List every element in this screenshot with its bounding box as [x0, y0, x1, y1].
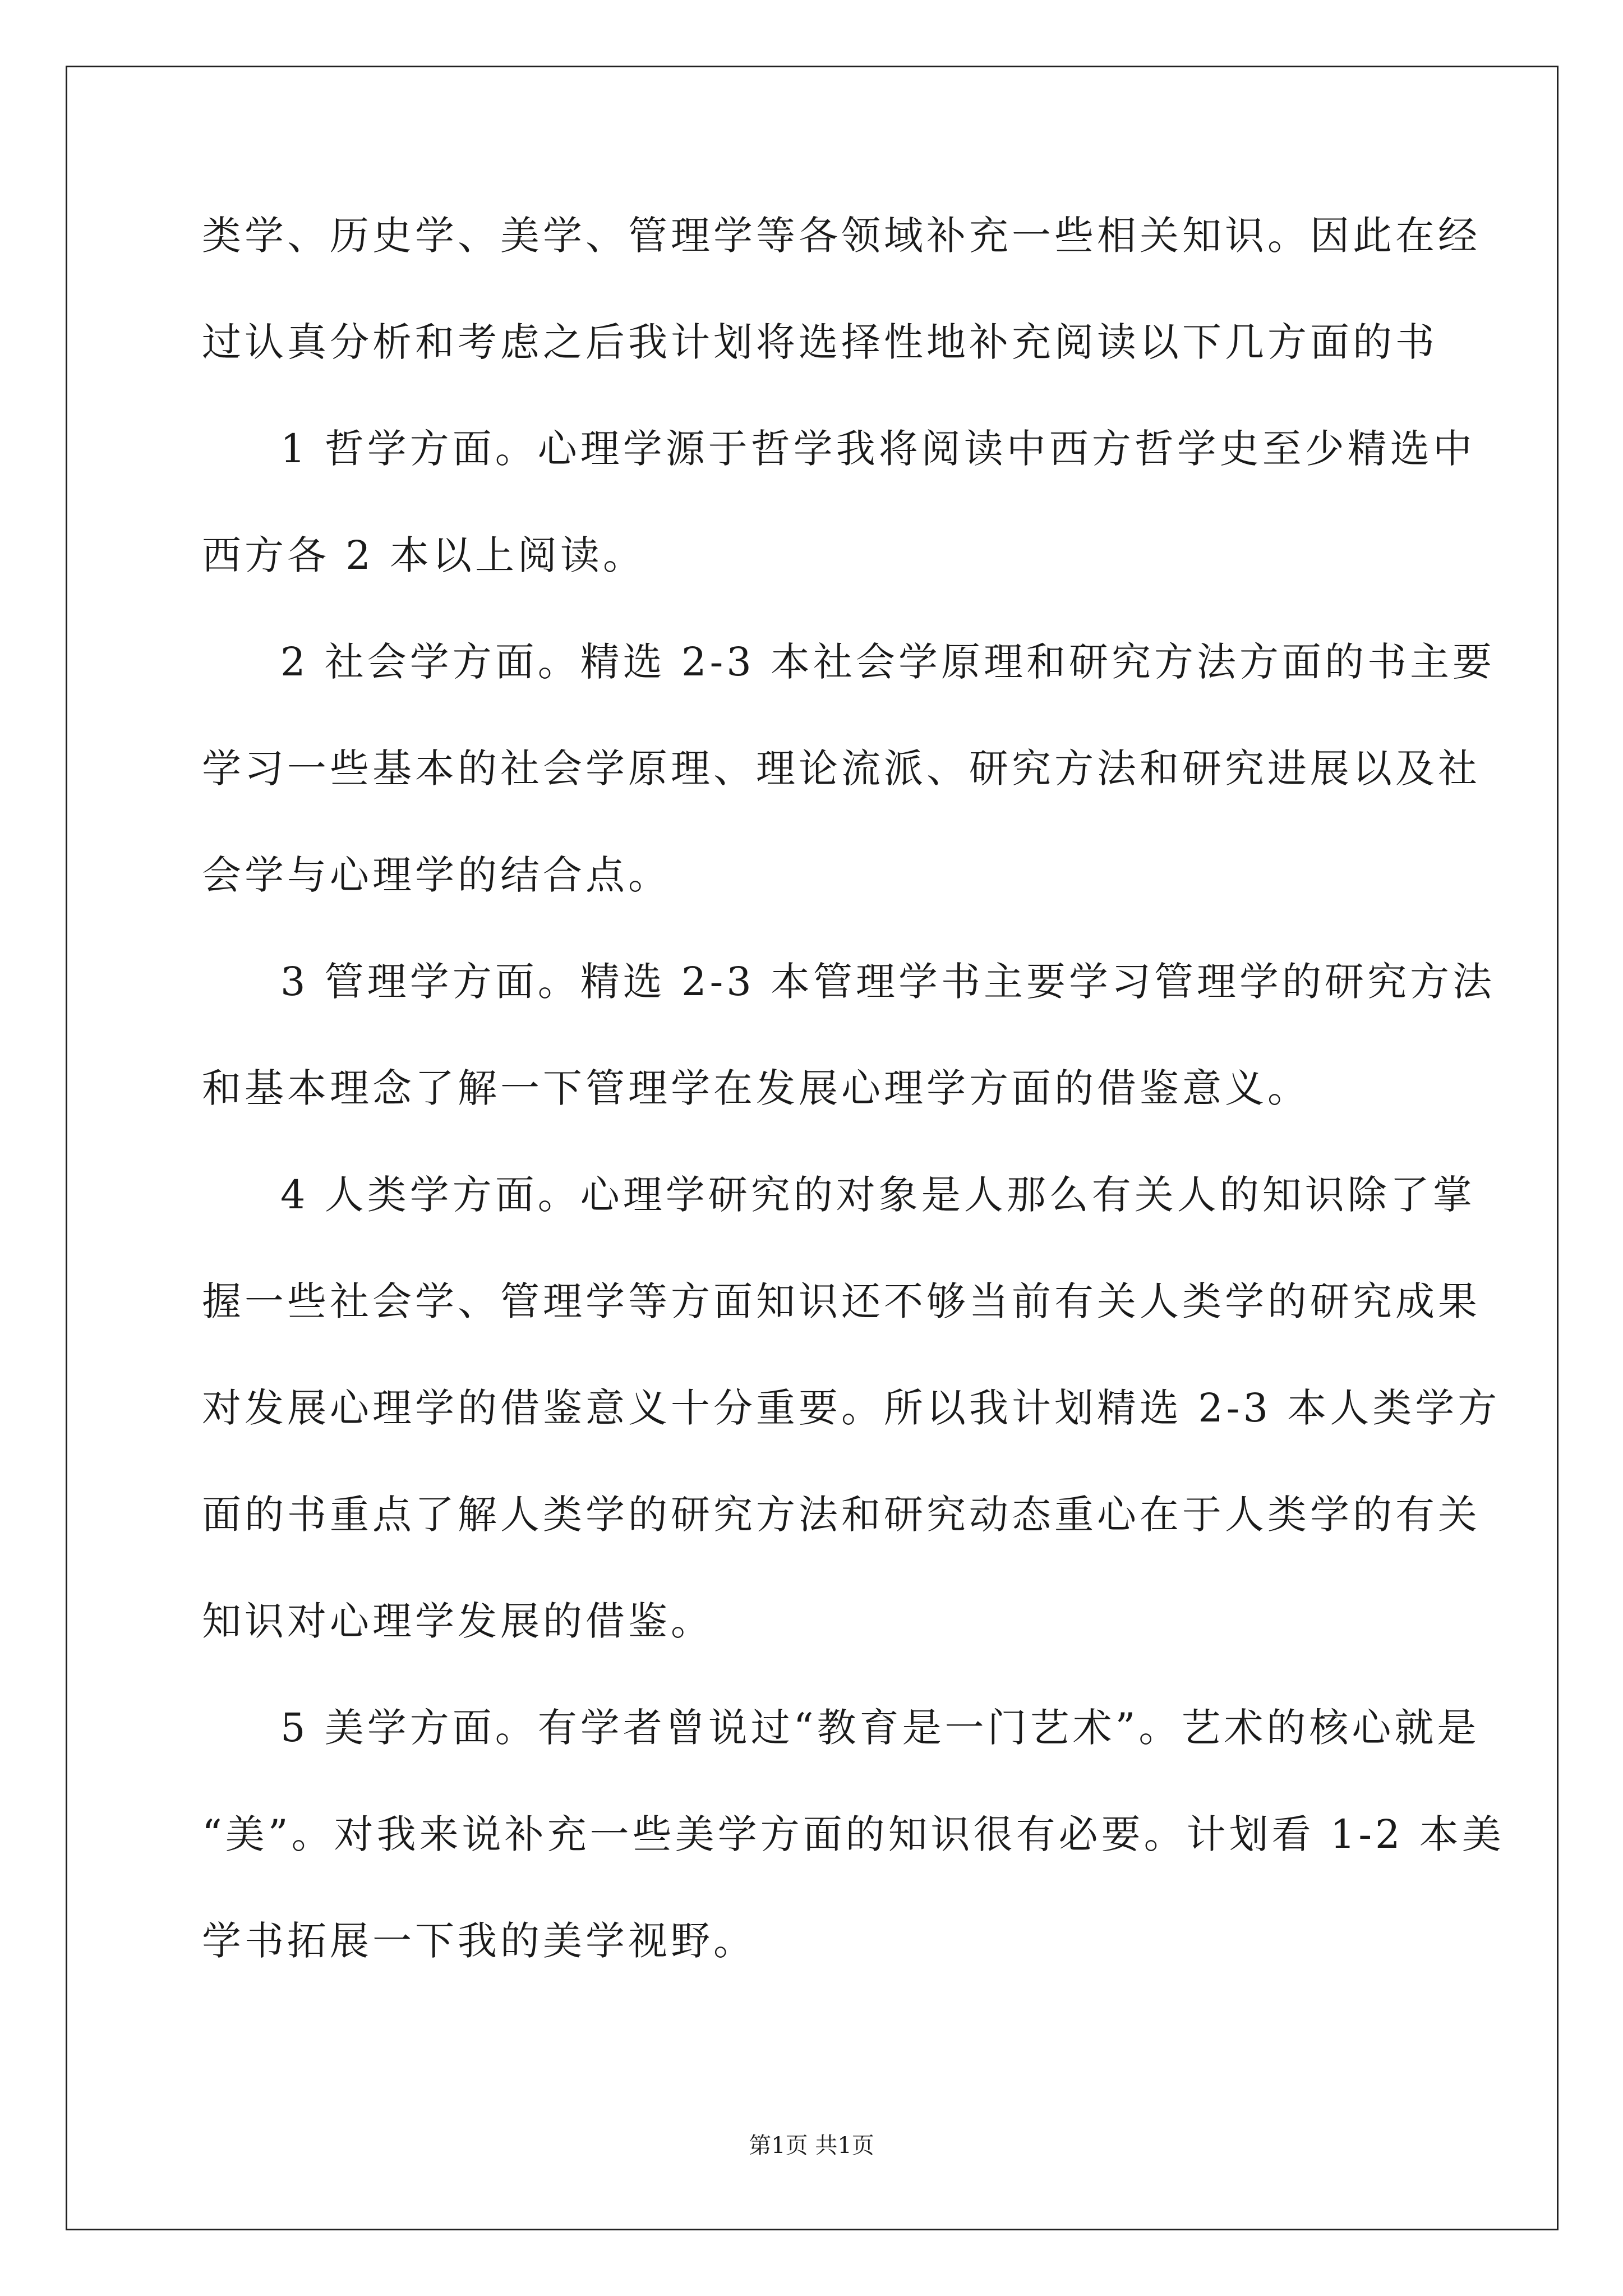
text-line: 过认真分析和考虑之后我计划将选择性地补充阅读以下几方面的书: [202, 319, 1438, 365]
paragraph-5-start: 5 美学方面。有学者曾说过“教育是一门艺术”。艺术的核心就是: [280, 1705, 1480, 1751]
text-line: 握一些社会学、管理学等方面知识还不够当前有关人类学的研究成果: [202, 1278, 1481, 1324]
paragraph-1-start: 1 哲学方面。心理学源于哲学我将阅读中西方哲学史至少精选中: [280, 426, 1476, 472]
text-line: 知识对心理学发展的借鉴。: [202, 1598, 713, 1644]
text-line: 和基本理念了解一下管理学在发展心理学方面的借鉴意义。: [202, 1065, 1310, 1111]
paragraph-4-start: 4 人类学方面。心理学研究的对象是人那么有关人的知识除了掌: [280, 1172, 1476, 1218]
paragraph-2-start: 2 社会学方面。精选 2-3 本社会学原理和研究方法方面的书主要: [280, 639, 1496, 685]
page-footer: 第1页 共1页: [749, 2133, 874, 2159]
text-line: 面的书重点了解人类学的研究方法和研究动态重心在于人类学的有关: [202, 1492, 1481, 1538]
paragraph-3-start: 3 管理学方面。精选 2-3 本管理学书主要学习管理学的研究方法: [280, 959, 1496, 1005]
text-line: “美”。对我来说补充一些美学方面的知识很有必要。计划看 1-2 本美: [202, 1811, 1505, 1857]
page-border: [66, 66, 1559, 2230]
text-line: 学习一些基本的社会学原理、理论流派、研究方法和研究进展以及社: [202, 746, 1481, 792]
text-line: 西方各 2 本以上阅读。: [202, 532, 646, 578]
text-line: 会学与心理学的结合点。: [202, 852, 671, 898]
text-line: 学书拓展一下我的美学视野。: [202, 1918, 756, 1964]
text-line: 类学、历史学、美学、管理学等各领域补充一些相关知识。因此在经: [202, 213, 1481, 259]
text-line: 对发展心理学的借鉴意义十分重要。所以我计划精选 2-3 本人类学方: [202, 1385, 1501, 1431]
